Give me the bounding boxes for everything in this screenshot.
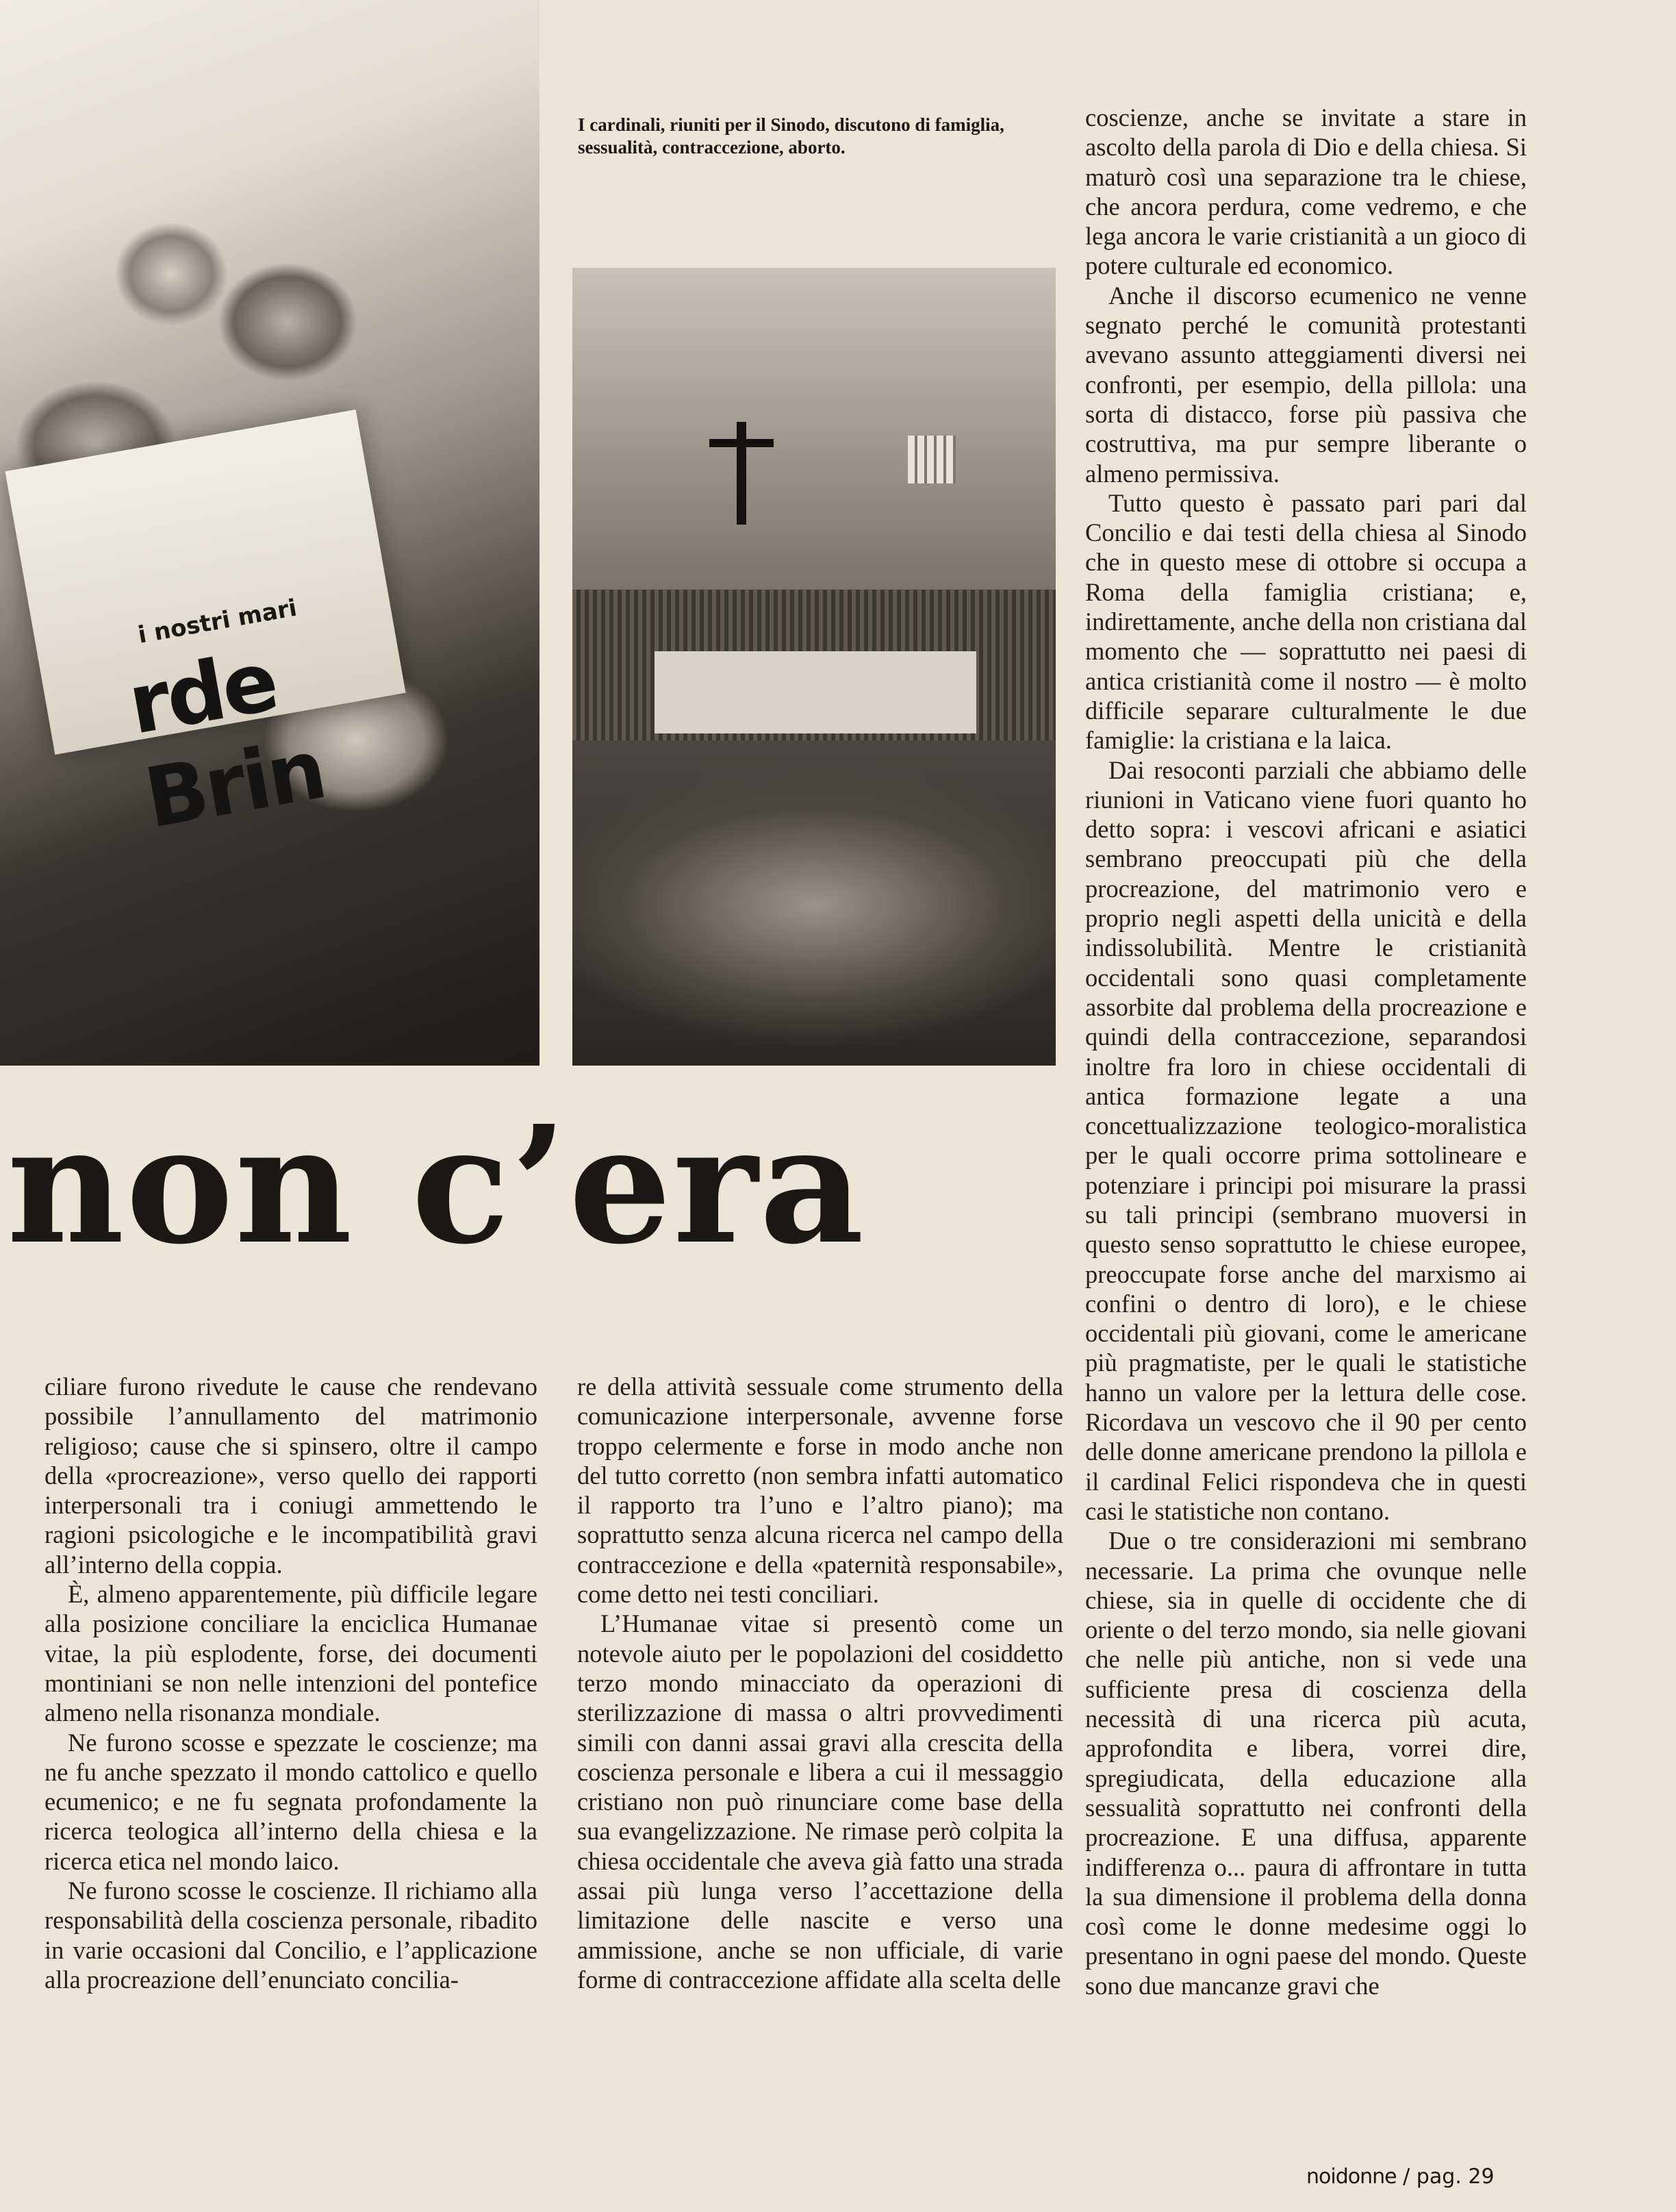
- paragraph: Dai resoconti parziali che abbiamo delle riunioni in Vaticano viene fuori quanto ho detto sopra: i vescovi africani e asiatici sembrano preoccupati più che della procreazione, del matrimonio vero e proprio negli aspetti della unicità e della indissolubilità. Mentre le cristianità occidentali sono quasi completamente assorbite dal problema della procreazione e quindi della contraccezione, separandosi inoltre fra loro in chiese occidentali di antica formazione legate a una concettualizzazione teologico-moralistica per le quali occorre prima sottolineare e potenziare i principi poi misurare la prassi su tali principi (sembrano muoversi in questo senso soprattutto le chiese europee, preoccupate forse anche del marxismo ai confini o dentro di loro), e le chiese occidentali più giovani, come le americane più pragmatiste, per le quali le statistiche hanno un valore per la lettura delle cose. Ricordava un vescovo che il 90 per cento delle donne americane prendono la pillola e il cardinal Felici rispondeva che in questi casi le statistiche non contano.: [1085, 755, 1527, 1525]
- paragraph: Ne furono scosse e spezzate le coscienze; ma ne fu anche spezzato il mondo cattolico e quello ecumenico; e ne fu segnata profondamente la ricerca teologica all’interno della chiesa e la ricerca etica nel mondo laico.: [45, 1728, 537, 1875]
- footer-separator: /: [1403, 2165, 1410, 2189]
- paragraph: Due o tre considerazioni mi sembrano necessarie. La prima che ovunque nelle chiese, sia in quelle di occidente che di oriente o del terzo mondo, sia nelle giovani che nelle più antiche, non si vede una sufficiente presa di coscienza della necessità di una ricerca più acuta, approfondita e libera, vorrei dire, spregiudicata, della educazione alla sessualità soprattutto nei confronti della procreazione. E una diffusa, apparente indifferenza o... paura di affrontare in tutta la sua dimensione il problema della donna così come le donne medesime oggi lo presentano in ogni paese del mondo. Queste sono due mancanze gravi che: [1085, 1526, 1527, 2000]
- page-footer: [1306, 2165, 1495, 2189]
- hall-window: [908, 436, 956, 483]
- page-number: 29: [1468, 2165, 1495, 2189]
- newspaper-headline: rde Brin: [121, 633, 331, 847]
- newspaper-small-text: i nostri mari: [136, 594, 299, 649]
- page-label: pag.: [1416, 2165, 1462, 2189]
- magazine-brand: noidonne: [1306, 2165, 1397, 2189]
- paragraph: L’Humanae vitae si presentò come un notevole aiuto per le popolazioni del cosiddetto terzo mondo minacciato da operazioni di sterilizzazione di massa o altri provvedimenti simili con danni assai gravi alla crescita della coscienza personale e libera a cui il messaggio cristiano non può rinunciare come base della sua evangelizzazione. Ne rimase però colpita la chiesa occidentale che aveva già fatto una strada assai più lunga verso l’accettazione della limitazione delle nascite e verso una ammissione, anche se non ufficiale, di varie forme di contraccezione affidate alla scelta delle: [577, 1609, 1063, 1994]
- paragraph: È, almeno apparentemente, più difficile legare alla posizione conciliare la enciclica Humanae vitae, la più esplodente, forse, dei documenti montiniani se non nelle intenzioni del pontefice almeno nella risonanza mondiale.: [45, 1580, 537, 1727]
- paragraph: Tutto questo è passato pari pari dal Concilio e dai testi della chiesa al Sinodo che in questo mese di ottobre si occupa a Roma della famiglia cristiana; e, indirettamente, anche della non cristiana dal momento che — soprattutto nei paesi di antica cristianità come il nostro — è molto difficile separare culturalmente le due famiglie: la cristiana e la laica.: [1085, 488, 1527, 755]
- crucifix-bar: [709, 439, 774, 447]
- crucifix-icon: [737, 422, 746, 525]
- text-column-middle: [577, 1372, 1063, 1994]
- photo-cardinals-reading-newspaper: [0, 0, 539, 1066]
- hall-dais: [655, 651, 976, 733]
- paragraph: Ne furono scosse le coscienze. Il richiamo alla responsabilità della coscienza personale, ribadito in varie occasioni dal Concilio, e l’applicazione alla procreazione dell’enunciato concilia-: [45, 1876, 537, 1994]
- newspaper: [5, 410, 405, 847]
- paragraph: re della attività sessuale come strumento della comunicazione interpersonale, avvenne forse troppo celermente e forse in modo anche non del tutto corretto (non sembra infatti automatico il rapporto tra l’uno e l’altro piano); ma soprattutto senza alcuna ricerca nel campo della contraccezione e della «paternità responsabile», come detto nei testi conciliari.: [577, 1372, 1063, 1609]
- headline: non c’era: [7, 1090, 866, 1280]
- paragraph: Anche il discorso ecumenico ne venne segnato perché le comunità protestanti avevano assunto atteggiamenti diversi nei confronti, per esempio, della pillola: una sorta di distacco, forse più passiva che costruttiva, ma pur sempre liberante o almeno permissiva.: [1085, 281, 1527, 488]
- paragraph: ciliare furono rivedute le cause che rendevano possibile l’annullamento del matrimonio religioso; cause che si spinsero, oltre il campo della «procreazione», verso quello dei rapporti interpersonali tra i coniugi ammettendo le ragioni psicologiche e le incompatibilità gravi all’interno della coppia.: [45, 1372, 537, 1579]
- text-column-left: [45, 1372, 537, 1994]
- photo-caption: I cardinali, riuniti per il Sinodo, discutono di famiglia, sessualità, contraccezione, aborto.: [578, 114, 1004, 158]
- text-column-right: [1085, 103, 1527, 2000]
- photo-synod-hall: [572, 268, 1056, 1066]
- paragraph: coscienze, anche se invitate a stare in ascolto della parola di Dio e della chiesa. Si maturò così una separazione tra le chiese, che ancora perdura, come vedremo, e che lega ancora le varie cristianità a un gioco di potere culturale ed economico.: [1085, 103, 1527, 280]
